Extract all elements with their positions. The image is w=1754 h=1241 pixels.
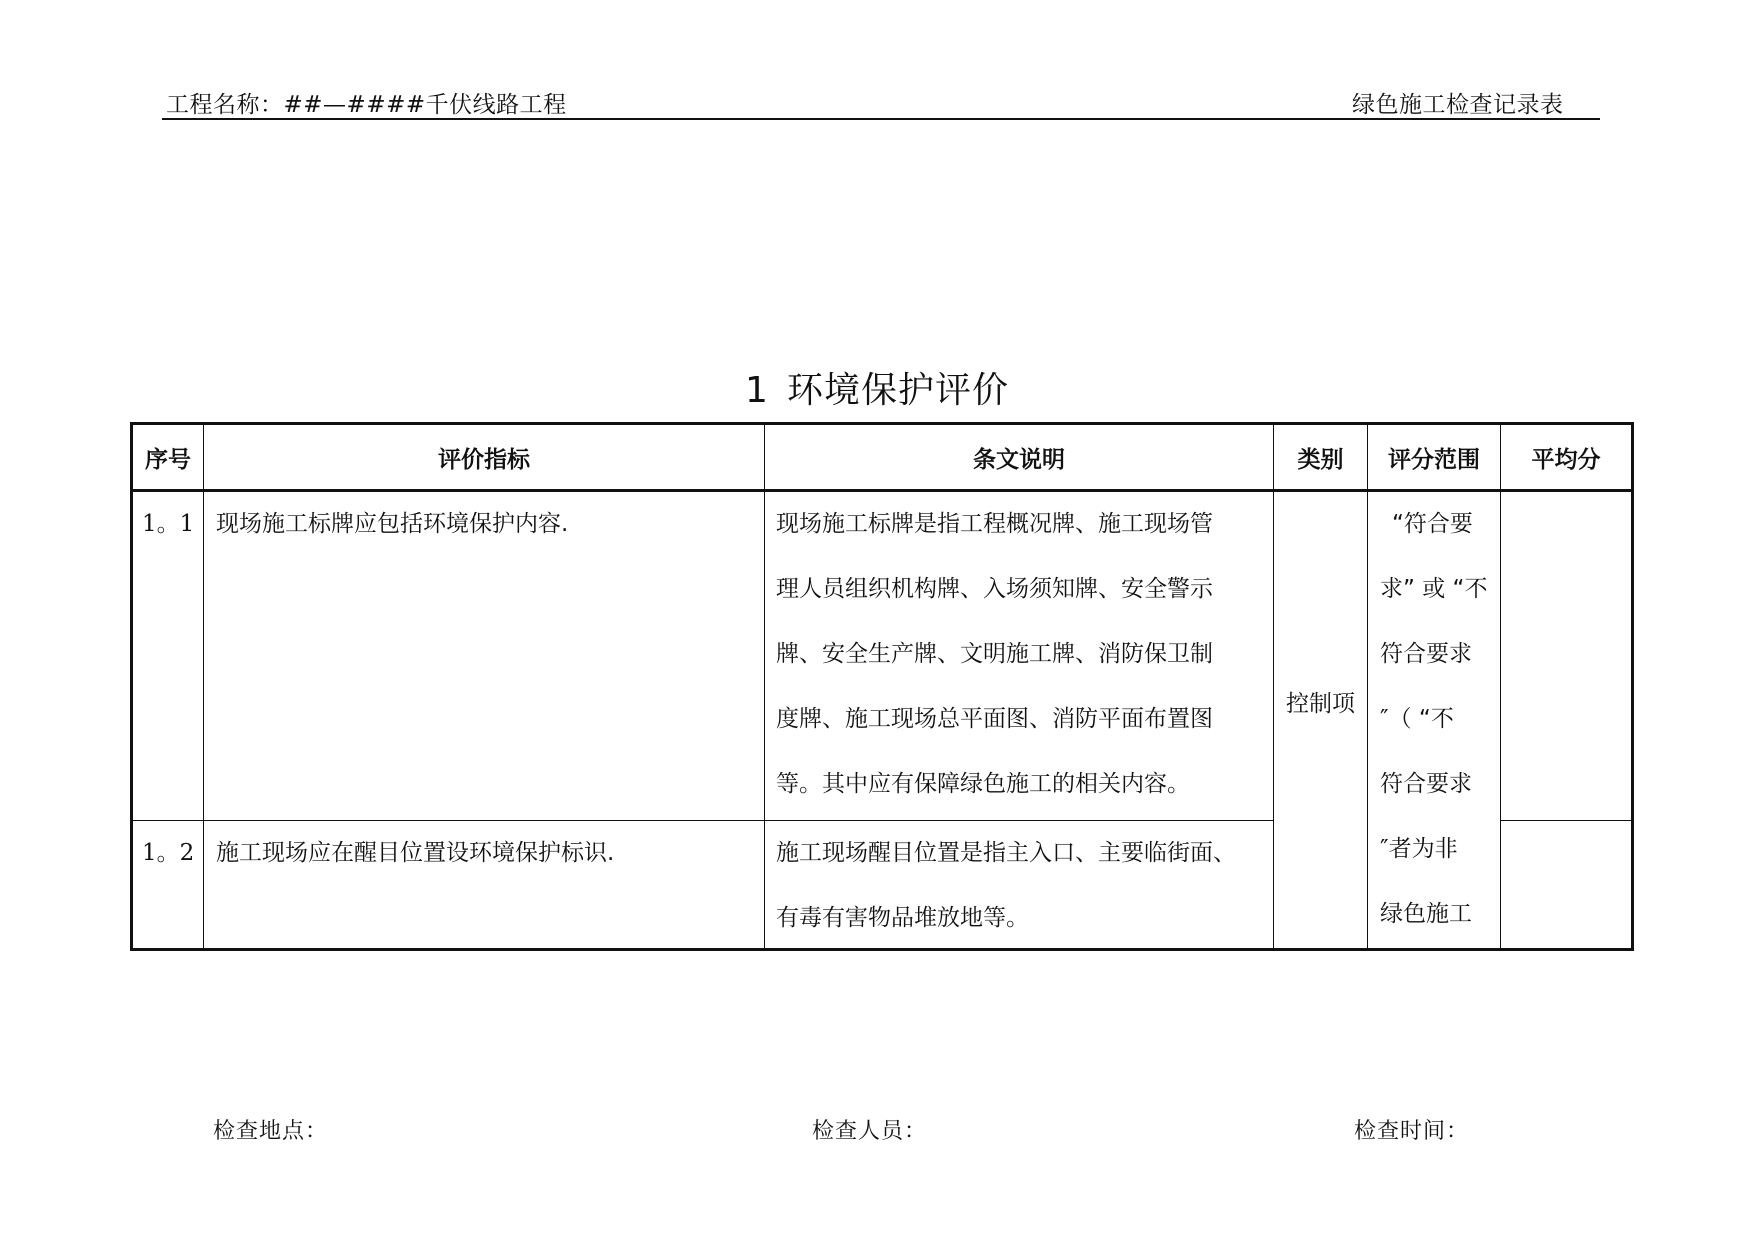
score-range-line: 求” 或 “不 <box>1380 576 1488 602</box>
col-header-no: 序号 <box>145 446 191 473</box>
score-range-line: 符合要求 <box>1380 641 1472 667</box>
explanation-line: 等。其中应有保障绿色施工的相关内容。 <box>776 771 1190 797</box>
score-range-line: ″（ “不 <box>1380 706 1454 732</box>
col-header-score-range: 评分范围 <box>1388 446 1480 473</box>
col-divider <box>203 422 204 951</box>
explanation-line: 现场施工标牌是指工程概况牌、施工现场管 <box>776 511 1213 537</box>
evaluation-table <box>130 422 1634 951</box>
col-divider <box>764 422 765 951</box>
row-number: 1。1 <box>142 511 195 537</box>
explanation-line: 牌、安全生产牌、文明施工牌、消防保卫制 <box>776 641 1213 667</box>
score-range-line: ″者为非 <box>1380 836 1458 862</box>
inspector-label: 检查人员： <box>812 1119 928 1144</box>
project-name: 工程名称：##—####千伏线路工程 <box>166 92 567 118</box>
category-cell: 控制项 <box>1286 691 1355 717</box>
inspection-location-label: 检查地点： <box>213 1119 329 1144</box>
col-header-category: 类别 <box>1297 446 1344 473</box>
score-range-cell <box>1380 492 1487 947</box>
indicator-text: 施工现场应在醒目位置设环境保护标识. <box>216 840 615 866</box>
section-title-text: 环境保护评价 <box>786 370 1009 411</box>
header-divider <box>162 118 1600 120</box>
row-divider-average <box>1501 820 1634 821</box>
section-title <box>0 362 1754 413</box>
col-header-indicator: 评价指标 <box>438 446 530 473</box>
col-divider <box>1367 422 1368 951</box>
explanation-line: 有毒有害物品堆放地等。 <box>776 905 1029 931</box>
explanation-line: 理人员组织机构牌、入场须知牌、安全警示 <box>776 576 1213 602</box>
indicator-text: 现场施工标牌应包括环境保护内容. <box>216 511 569 537</box>
section-number: 1 <box>745 370 769 411</box>
score-range-line: 绿色施工 <box>1380 901 1472 927</box>
score-range-line: “符合要 <box>1392 511 1473 537</box>
row-number: 1。2 <box>142 840 195 866</box>
col-divider <box>1500 422 1501 951</box>
form-title: 绿色施工检查记录表 <box>1352 92 1564 118</box>
inspection-time-label: 检查时间： <box>1354 1119 1470 1144</box>
score-range-line: 符合要求 <box>1380 771 1472 797</box>
explanation-line: 施工现场醒目位置是指主入口、主要临街面、 <box>776 840 1236 866</box>
col-header-average: 平均分 <box>1531 446 1601 473</box>
explanation-line: 度牌、施工现场总平面图、消防平面布置图 <box>776 706 1213 732</box>
explanation-text <box>776 821 1236 951</box>
explanation-text <box>776 492 1213 817</box>
col-header-explanation: 条文说明 <box>973 446 1065 473</box>
